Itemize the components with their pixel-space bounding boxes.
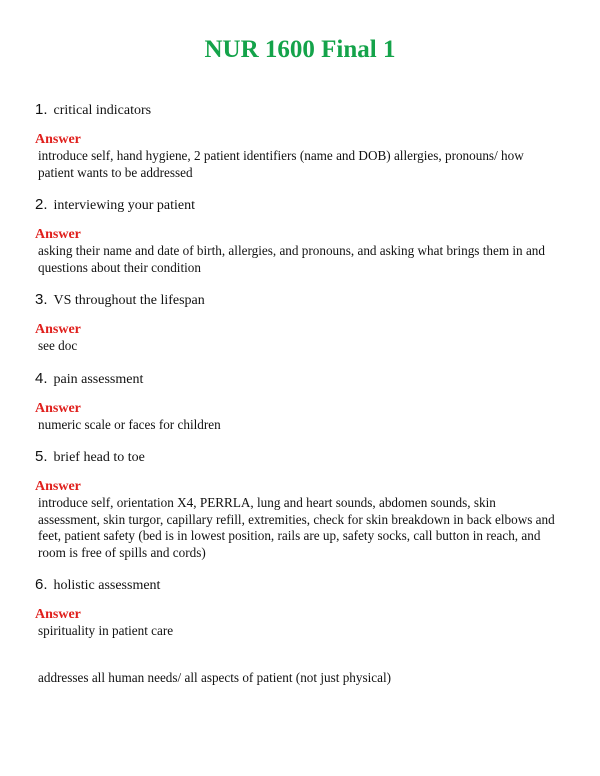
answer-text: numeric scale or faces for children: [38, 416, 221, 432]
spacer: [35, 355, 555, 369]
answer-label: Answer: [35, 132, 81, 147]
question-row: [35, 369, 555, 389]
question-text: holistic assessment: [53, 578, 161, 593]
question-number: 1.: [35, 101, 48, 118]
answer-text: introduce self, orientation X4, PERRLA, lung and heart sounds, abdomen sounds, skin assessment, skin turgor, capillary refill, extremities, check for skin breakdown in back elbows and feet, patient safety (bed is in lowest position, rails are up, safety socks, call button in reach, and room is free of spills and cords): [38, 495, 555, 560]
answer-label: Answer: [35, 322, 81, 337]
question-text: brief head to toe: [53, 450, 145, 465]
qa-item: [35, 290, 555, 369]
question-row: [35, 100, 555, 120]
answer-text: introduce self, hand hygiene, 2 patient identifiers (name and DOB) allergies, pronouns/ how patient wants to be addressed: [38, 148, 524, 180]
spacer: [35, 561, 555, 575]
question-number: 4.: [35, 369, 48, 387]
spacer: [35, 276, 555, 290]
question-number: 6.: [35, 576, 48, 593]
question-number: 3.: [35, 291, 48, 308]
extra-note: addresses all human needs/ all aspects of patient (not just physical): [38, 669, 392, 685]
question-number: 2.: [35, 196, 48, 213]
answer-text: spirituality in patient care: [38, 623, 174, 638]
answer-text: see doc: [38, 338, 78, 353]
qa-item: [35, 195, 555, 290]
question-row: [35, 195, 555, 215]
question-text: pain assessment: [53, 371, 144, 387]
question-text: VS throughout the lifespan: [53, 293, 205, 308]
answer-label: Answer: [35, 227, 81, 242]
qa-list: [35, 100, 555, 686]
answer-label: Answer: [35, 607, 81, 622]
question-text: interviewing your patient: [53, 198, 196, 213]
spacer: [35, 433, 555, 447]
qa-item: [35, 100, 555, 195]
qa-item: [35, 369, 555, 448]
answer-label: Answer: [35, 479, 81, 494]
qa-item: [35, 447, 555, 575]
question-number: 5.: [35, 448, 48, 465]
answer-label: Answer: [35, 400, 81, 416]
answer-text: asking their name and date of birth, allergies, and pronouns, and asking what brings them in and questions about their condition: [38, 243, 545, 275]
question-row: [35, 290, 555, 310]
question-row: [35, 447, 555, 467]
qa-item: [35, 575, 555, 640]
question-text: critical indicators: [53, 103, 152, 118]
question-row: [35, 575, 555, 595]
spacer: [35, 181, 555, 195]
document-title: NUR 1600 Final 1: [204, 36, 396, 63]
